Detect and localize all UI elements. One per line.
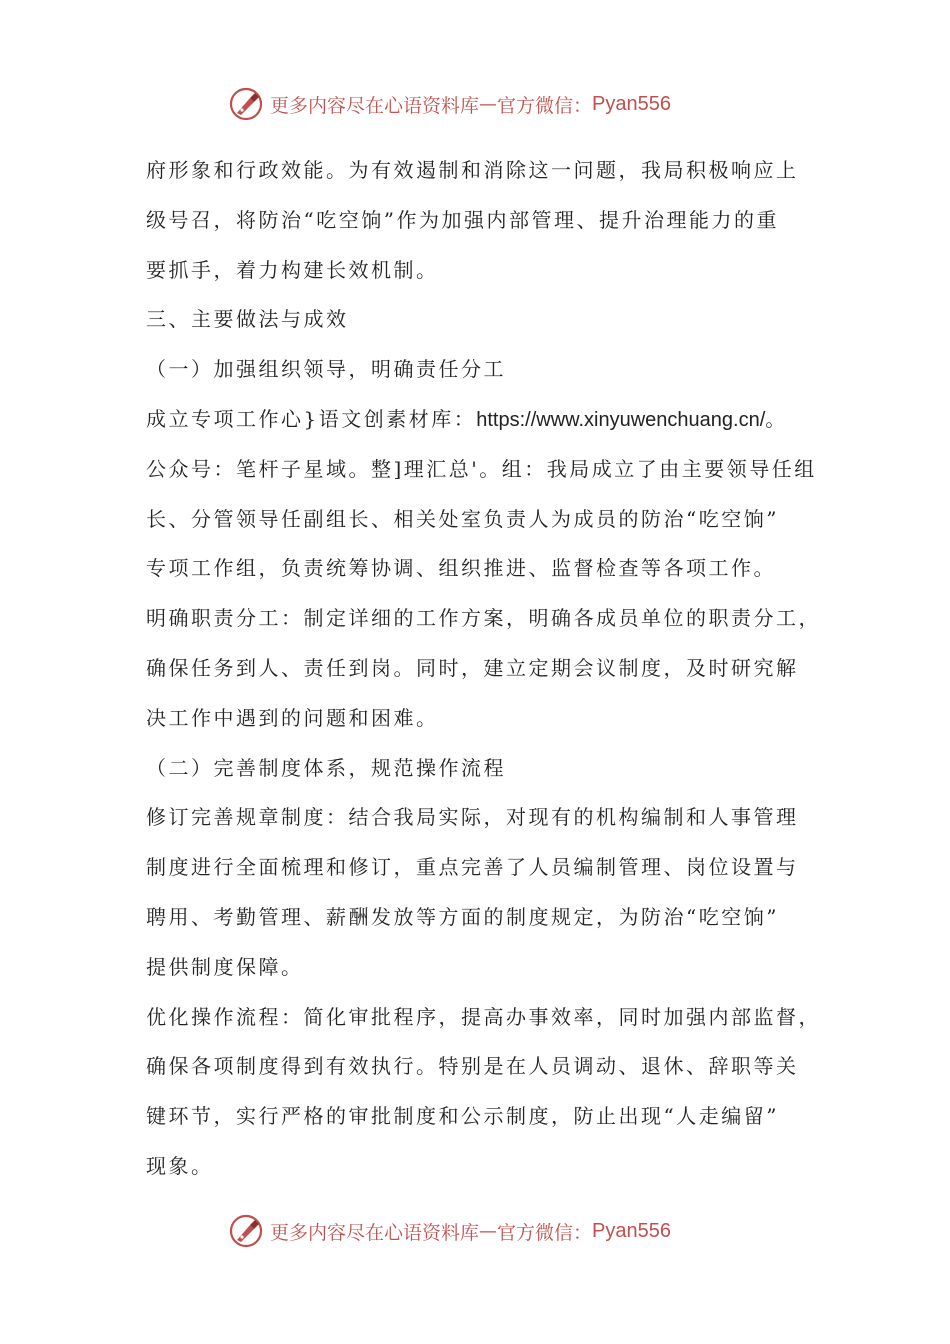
- text-line: 长、分管领导任副组长、相关处室负责人为成员的防治“吃空饷”: [146, 506, 779, 531]
- text-line: 确保各项制度得到有效执行。特别是在人员调动、退休、辞职等关: [146, 1054, 799, 1079]
- banner-wechat-label: 官方微信：: [497, 1221, 593, 1244]
- text-line: 制度进行全面梳理和修订，重点完善了人员编制管理、岗位设置与: [146, 855, 799, 880]
- subsection-heading: （一）加强组织领导，明确责任分工: [146, 357, 506, 382]
- url-line-prefix: 成立专项工作心}语文创素材库：: [146, 406, 477, 431]
- url-line: [146, 399, 826, 449]
- text-line: 明确职责分工：制定详细的工作方案，明确各成员单位的职责分工，: [146, 606, 821, 631]
- website-link[interactable]: https://www.xinyuwenchuang.cn/: [476, 408, 766, 431]
- text-line: 确保任务到人、责任到岗。同时，建立定期会议制度，及时研究解: [146, 655, 799, 680]
- banner-dash: —: [479, 93, 498, 115]
- text-line: 专项工作组，负责统筹协调、组织推进、监督检查等各项工作。: [146, 556, 776, 581]
- subsection-heading: （二）完善制度体系，规范操作流程: [146, 755, 506, 780]
- banner-wechat-id: Pyan556: [592, 1219, 671, 1242]
- banner-dash: —: [479, 1220, 498, 1242]
- section-heading: 三、主要做法与成效: [146, 307, 349, 332]
- text-line: 提供制度保障。: [146, 954, 304, 979]
- banner-text: 更多内容尽在心语资料库: [270, 1221, 480, 1244]
- text-line: 聘用、考勤管理、薪酬发放等方面的制度规定，为防治“吃空饷”: [146, 904, 779, 929]
- text-line: 公众号：笔杆子星域。整]理汇总'。组：我局成立了由主要领导任组: [146, 456, 817, 481]
- header-watermark-banner: [228, 84, 748, 124]
- text-line: 级号召，将防治“吃空饷”作为加强内部管理、提升治理能力的重: [146, 207, 779, 232]
- banner-wechat-label: 官方微信：: [497, 94, 593, 117]
- document-body: [146, 150, 826, 1196]
- text-line: 修订完善规章制度：结合我局实际，对现有的机构编制和人事管理: [146, 805, 799, 830]
- text-line: 现象。: [146, 1153, 214, 1178]
- text-line: 府形象和行政效能。为有效遏制和消除这一问题，我局积极响应上: [146, 158, 799, 182]
- footer-watermark-banner: [228, 1211, 748, 1251]
- text-line: 优化操作流程：简化审批程序，提高办事效率，同时加强内部监督，: [146, 1004, 821, 1029]
- text-line: 要抓手，着力构建长效机制。: [146, 257, 439, 282]
- banner-wechat-id: Pyan556: [592, 92, 671, 115]
- pen-nib-logo-icon: [228, 86, 264, 122]
- url-line-suffix: 。: [765, 406, 788, 431]
- banner-text: 更多内容尽在心语资料库: [270, 94, 480, 117]
- text-line: 键环节，实行严格的审批制度和公示制度，防止出现“人走编留”: [146, 1104, 779, 1129]
- pen-nib-logo-icon: [228, 1213, 264, 1249]
- text-line: 决工作中遇到的问题和困难。: [146, 705, 439, 730]
